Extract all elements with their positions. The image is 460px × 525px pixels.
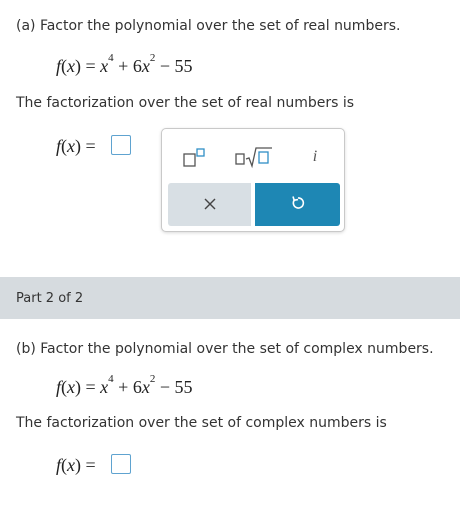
part-2-header	[0, 277, 460, 319]
part-b-instruction: (b) Factor the polynomial over the set of complex numbers.	[16, 341, 434, 357]
part-b-function: $f(x) = x^4 + 6x^2 - 55$	[56, 373, 193, 397]
imaginary-i-tool-icon[interactable]	[308, 145, 322, 169]
part-a-result-text: The factorization over the set of real numbers is	[16, 95, 355, 111]
exponent-tool-icon[interactable]	[182, 147, 212, 169]
imaginary-i-label: i	[312, 148, 318, 165]
sqrt-tool-icon[interactable]	[234, 145, 274, 169]
part-b-result-text: The factorization over the set of complex numbers is	[16, 415, 387, 431]
part-b-answer-input[interactable]	[111, 454, 131, 474]
math-palette	[161, 128, 345, 232]
part-a-answer-input[interactable]	[111, 135, 131, 155]
part-a-function: $f(x) = x^4 + 6x^2 - 55$	[56, 52, 193, 76]
undo-button[interactable]	[255, 183, 340, 226]
part-b-answer-lhs: f(x) =	[56, 455, 96, 475]
part-a-answer-lhs: f(x) =	[56, 136, 96, 156]
part-a-instruction: (a) Factor the polynomial over the set of real numbers.	[16, 18, 401, 34]
clear-button[interactable]	[168, 183, 251, 226]
part-2-label: Part 2 of 2	[16, 290, 84, 306]
undo-icon	[290, 195, 306, 215]
close-icon	[204, 195, 216, 214]
